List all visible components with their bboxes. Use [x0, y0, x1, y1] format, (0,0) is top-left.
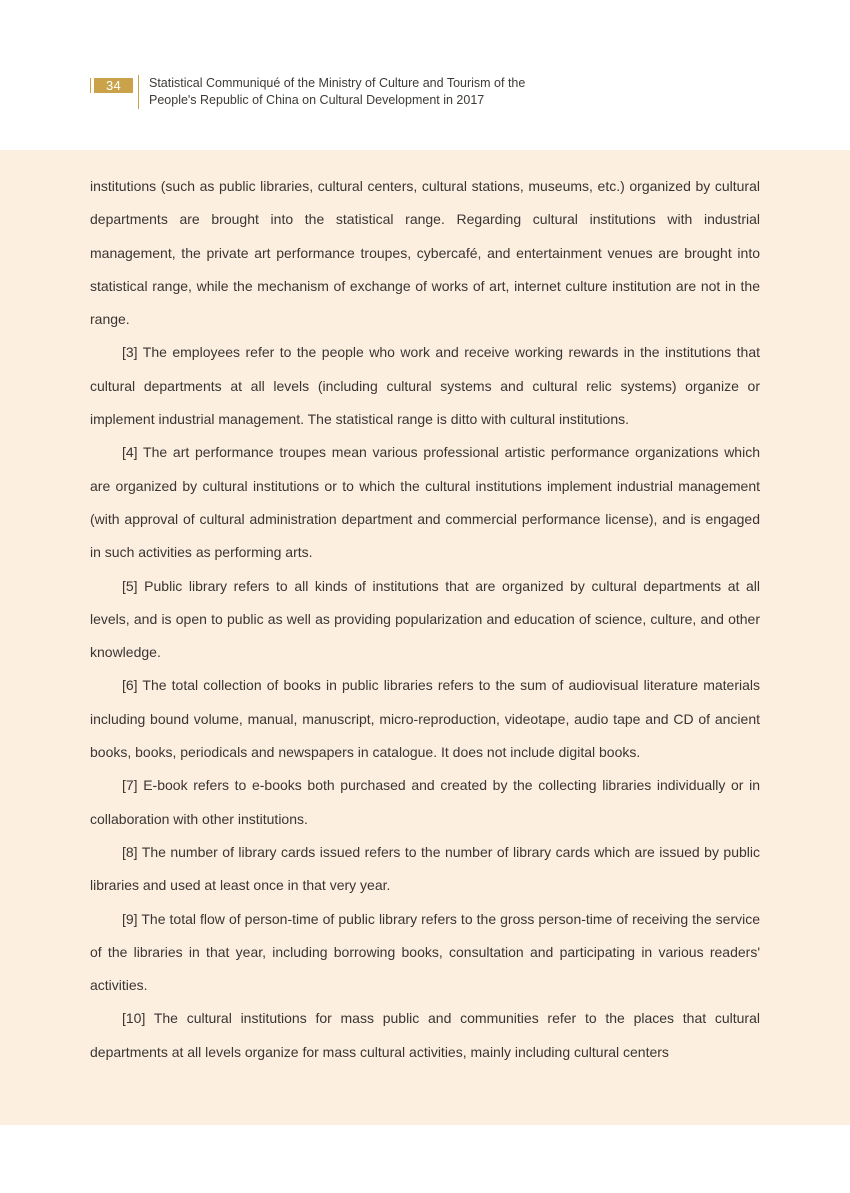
paragraph-continuation: institutions (such as public libraries, cultural centers, cultural stations, museums, etc.) organized by cultural departments are brought into the statistical range. Regarding cultural institutions with industrial management, the private art performance troupes, cybercafé, and entertainment venues are brought into statistical range, while the mechanism of exchange of works of art, internet culture institution are not in the range. [90, 178, 760, 328]
note-5: [5] Public library refers to all kinds of institutions that are organized by cultural departments at all levels, and is open to public as well as providing popularization and education of science, culture, and other knowledge. [90, 577, 760, 661]
note-8: [8] The number of library cards issued refers to the number of library cards which are issued by public libraries and used at least once in that very year. [90, 843, 760, 894]
note-3: [3] The employees refer to the people who work and receive working rewards in the institutions that cultural departments at all levels (including cultural systems and cultural relic systems) organize or implement industrial management. The statistical range is ditto with cultural institutions. [90, 344, 760, 428]
note-4: [4] The art performance troupes mean various professional artistic performance organizations which are organized by cultural institutions or to which the cultural institutions implement industrial management (with approval of cultural administration department and commercial performance license), and is engaged in such activities as performing arts. [90, 444, 760, 561]
note-9: [9] The total flow of person-time of public library refers to the gross person-time of receiving the service of the libraries in that year, including borrowing books, consultation and participating in various readers' activities. [90, 910, 760, 994]
header-accent-tick [90, 78, 91, 93]
running-title-line-2: People's Republic of China on Cultural Development in 2017 [149, 93, 485, 107]
header-divider [138, 75, 139, 109]
page-number: 34 [94, 78, 133, 93]
note-10: [10] The cultural institutions for mass public and communities refer to the places that cultural departments at all levels organize for mass cultural activities, mainly including cultural centers [90, 1010, 760, 1060]
running-title [149, 75, 649, 109]
body-text [90, 170, 760, 1069]
running-title-line-1: Statistical Communiqué of the Ministry of Culture and Tourism of the [149, 76, 526, 90]
note-7: [7] E-book refers to e-books both purchased and created by the collecting libraries individually or in collaboration with other institutions. [90, 777, 760, 827]
note-6: [6] The total collection of books in public libraries refers to the sum of audiovisual literature materials including bound volume, manual, manuscript, micro-reproduction, videotape, audio tape and CD of ancient books, books, periodicals and newspapers in catalogue. It does not include digital books. [90, 677, 760, 761]
